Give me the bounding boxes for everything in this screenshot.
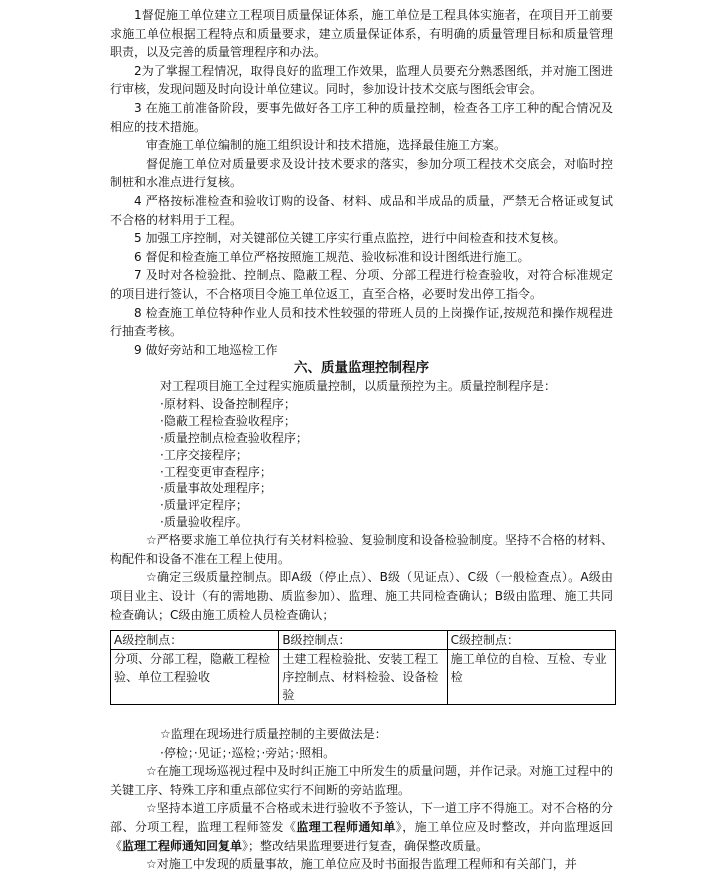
procedure-item: ·质量验收程序。: [160, 515, 248, 530]
table-cell-b: 土建工程检验批、安装工程工序控制点、材料检验、设备检验: [279, 650, 447, 705]
spacer: [110, 705, 613, 725]
table-cell-a: 分项、分部工程，隐蔽工程检验、单位工程验收: [111, 650, 279, 705]
star-paragraph-acceptance: [110, 799, 613, 855]
star-paragraph-control-points: ☆确定三级质量控制点。即A级（停止点）、B级（见证点）、C级（一般检查点）。A级由项目业主、设计（有的需地勘、质监参加）、监理、施工共同检查确认；B级由监理、施工共同检查确认；C级由施工质检人员检查确认；: [110, 570, 613, 622]
table-header-row: [111, 631, 616, 650]
procedure-item: ·质量事故处理程序；: [160, 481, 272, 496]
paragraph-8: 8 检查施工单位特种作业人员和技术性较强的带班人员的上岗操作证,按规范和操作规程进行抽查考核。: [110, 305, 613, 339]
paragraph-3b: 督促施工单位对质量要求及设计技术要求的落实，参加分项工程技术交底会，对临时控制桩和水准点进行复核。: [110, 156, 613, 190]
table-header-b: B级控制点：: [279, 631, 447, 650]
table-header-c: C级控制点：: [447, 631, 615, 650]
paragraph-3a: 审查施工单位编制的施工组织设计和技术措施，选择最佳施工方案。: [146, 138, 507, 153]
table-cell-c: 施工单位的自检、互检、专业检: [447, 650, 615, 705]
procedure-item: ·原材料、设备控制程序；: [160, 396, 296, 411]
paragraph-9: 9 做好旁站和工地巡检工作: [134, 342, 278, 357]
text-span: ☆坚持本道工序质量不合格或未进行验收不予签认，下一道工序不得施工。对不合格的分部、分项工程，监理工程师签发《: [110, 801, 613, 835]
star-paragraph-accident: ☆对施工中发现的质量事故，施工单位应及时书面报告监理工程师和有关部门，并: [146, 857, 577, 872]
star-paragraph-materials: ☆严格要求施工单位执行有关材料检验、复验制度和设备检验制度。坚持不合格的材料、构配件和设备不准在工程上使用。: [110, 533, 613, 566]
paragraph-3: 3 在施工前准备阶段，要事先做好各工序工种的质量控制，检查各工序工种的配合情况及相应的技术措施。: [110, 100, 613, 134]
methods-line: ·停检；·见证；·巡检；·旁站；·照相。: [160, 745, 336, 760]
procedure-list: [110, 396, 613, 531]
procedure-item: ·工序交接程序；: [160, 447, 248, 462]
procedure-item: ·工程变更审查程序；: [160, 464, 272, 479]
section-heading: 六、质量监理控制程序: [294, 360, 429, 377]
control-point-table: [110, 630, 616, 705]
notice-form-name: 监理工程师通知单: [296, 820, 396, 835]
star-paragraph-methods: ☆监理在现场进行质量控制的主要做法是：: [160, 727, 387, 742]
paragraph-7: 7 及时对各检验批、控制点、隐蔽工程、分项、分部工程进行检查验收，对符合标准规定的项目进行签认，不合格项目令施工单位返工，直至合格，必要时发出停工指令。: [110, 268, 613, 301]
paragraph-6: 6 督促和检查施工单位严格按照施工规范、验收标准和设计图纸进行施工。: [134, 249, 530, 264]
reply-form-name: 监理工程师通知回复单: [122, 838, 243, 853]
document-page: [110, 6, 613, 874]
table-row: [111, 650, 616, 705]
procedure-item: ·隐蔽工程检查验收程序；: [160, 413, 296, 428]
paragraph-4: 4 严格按标准检查和验收订购的设备、材料、成品和半成品的质量，严禁无合格证或复试不合格的材料用于工程。: [110, 193, 613, 227]
text-span: 》，施工单位应及时整改，并向监理返回《: [110, 820, 613, 853]
table-header-a: A级控制点：: [111, 631, 279, 650]
procedure-item: ·质量控制点检查验收程序；: [160, 430, 308, 445]
star-paragraph-patrol: ☆在施工现场巡视过程中及时纠正施工中所发生的质量问题，并作记录。对施工过程中的关键工序、特殊工序和重点部位实行不间断的旁站监理。: [110, 764, 613, 797]
paragraph-5: 5 加强工序控制，对关键部位关键工序实行重点监控，进行中间检查和技术复核。: [134, 231, 566, 246]
paragraph-1: 1督促施工单位建立工程项目质量保证体系，施工单位是工程具体实施者，在项目开工前要求施工单位根据工程特点和质量要求，建立质量保证体系，有明确的质量管理目标和质量管理职责，以及完善的质量管理程序和办法。: [110, 8, 613, 60]
text-span: 》；整改结果监理要进行复查，确保整改质量。: [242, 838, 489, 853]
paragraph-2: 2为了掌握工程情况，取得良好的监理工作效果，监理人员要充分熟悉图纸，并对施工图进行审核，发现问题及时向设计单位建议。同时，参加设计技术交底与图纸会审会。: [110, 63, 613, 97]
procedure-intro: 对工程项目施工全过程实施质量控制，以质量预控为主。质量控制程序是：: [160, 379, 557, 394]
procedure-item: ·质量评定程序；: [160, 498, 248, 513]
